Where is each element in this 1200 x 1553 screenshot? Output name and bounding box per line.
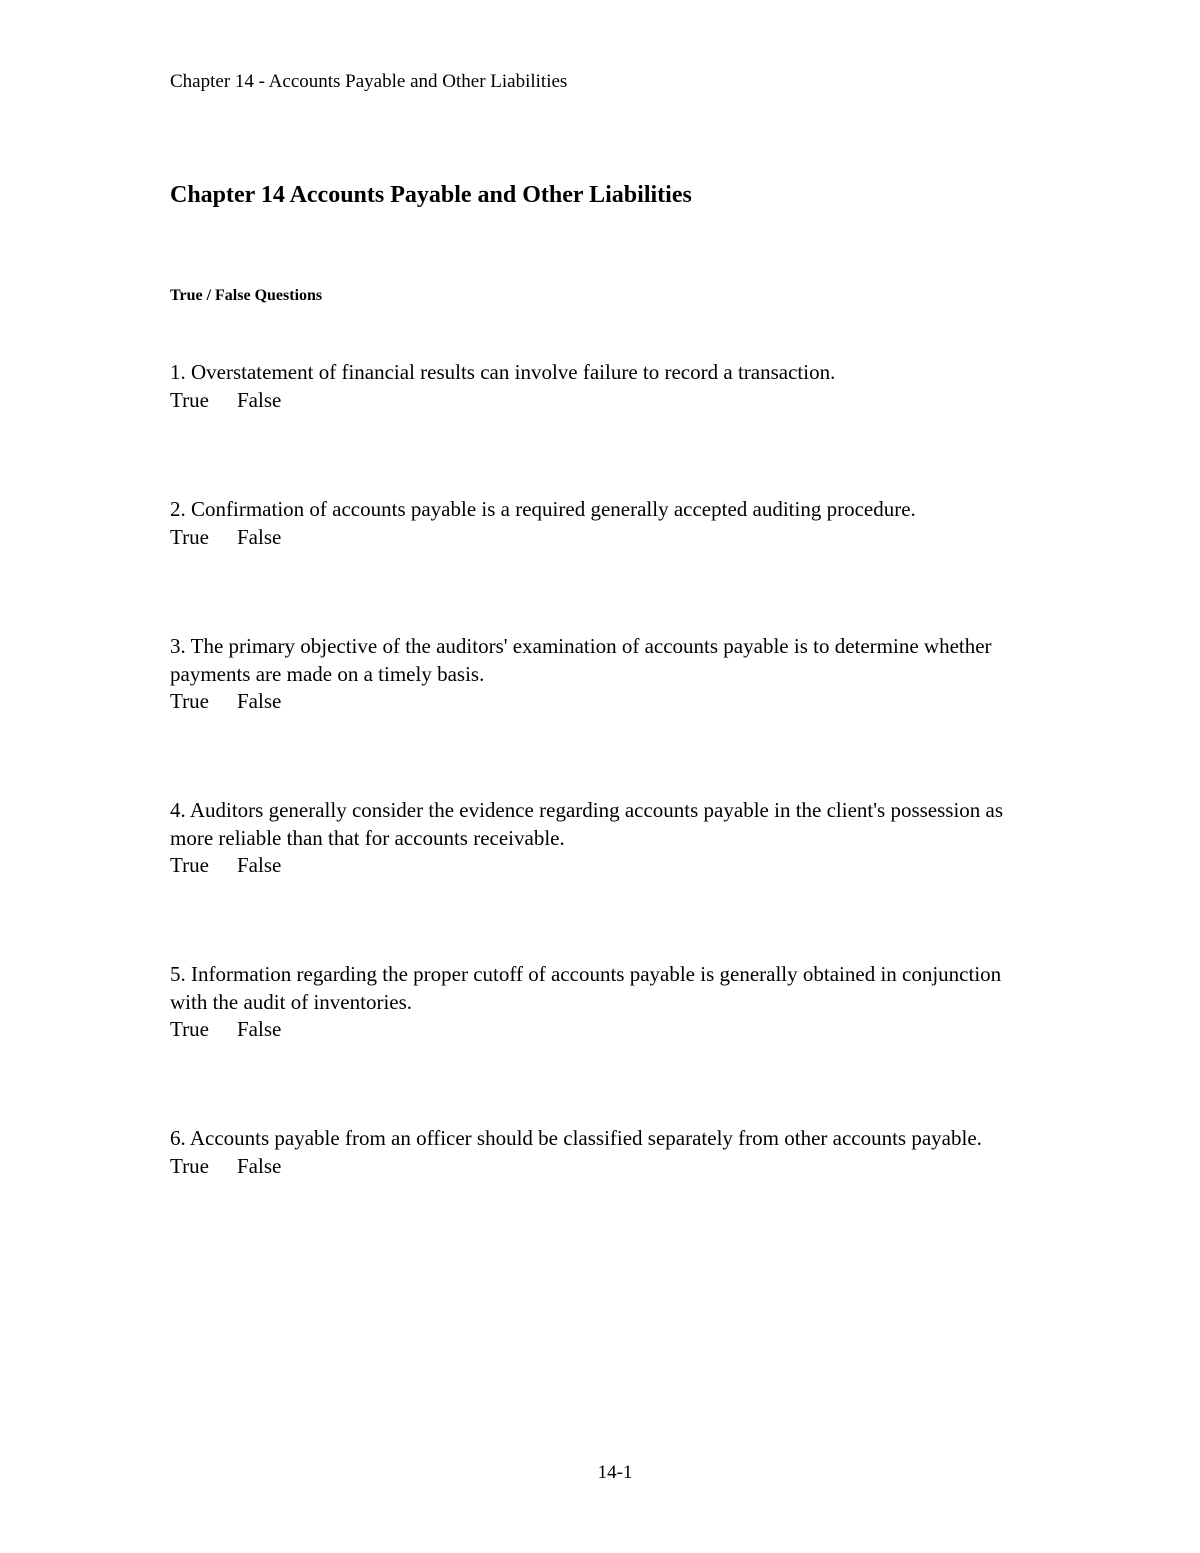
answer-choices [170,1016,1030,1044]
answer-false: False [237,1153,282,1178]
answer-choices [170,387,1030,415]
answer-choices [170,524,1030,552]
answer-choices [170,852,1030,880]
answer-choices [170,688,1030,716]
running-header: Chapter 14 - Accounts Payable and Other Liabilities [170,71,568,92]
question-3 [170,633,1030,716]
answer-false: False [237,689,282,713]
question-4 [170,797,1030,880]
chapter-title: Chapter 14 Accounts Payable and Other Liabilities [170,182,692,208]
answer-false: False [237,524,282,549]
answer-false: False [237,1017,282,1041]
question-6 [170,1125,1030,1180]
question-text: 2. Confirmation of accounts payable is a required generally accepted auditing procedure. [170,497,916,521]
section-title: True / False Questions [170,287,323,304]
answer-true: True [170,1153,209,1178]
answer-true: True [170,853,209,877]
answer-choices [170,1153,1030,1181]
question-2 [170,496,1030,551]
answer-true: True [170,689,209,713]
answer-false: False [237,853,282,877]
question-text: 4. Auditors generally consider the evidence regarding accounts payable in the client's possession as more reliable than that for accounts receivable. [170,798,1004,850]
question-text: 1. Overstatement of financial results can involve failure to record a transaction. [170,360,836,384]
page-number: 14-1 [597,1462,633,1483]
question-1 [170,359,1030,414]
answer-true: True [170,1017,209,1041]
answer-true: True [170,387,209,412]
question-text: 5. Information regarding the proper cutoff of accounts payable is generally obtained in conjunction with the audit of inventories. [170,962,1002,1014]
answer-false: False [237,387,282,412]
question-text: 3. The primary objective of the auditors' examination of accounts payable is to determine whether payments are made on a timely basis. [170,634,992,686]
question-text: 6. Accounts payable from an officer should be classified separately from other accounts payable. [170,1126,982,1150]
question-5 [170,961,1030,1044]
answer-true: True [170,524,209,549]
